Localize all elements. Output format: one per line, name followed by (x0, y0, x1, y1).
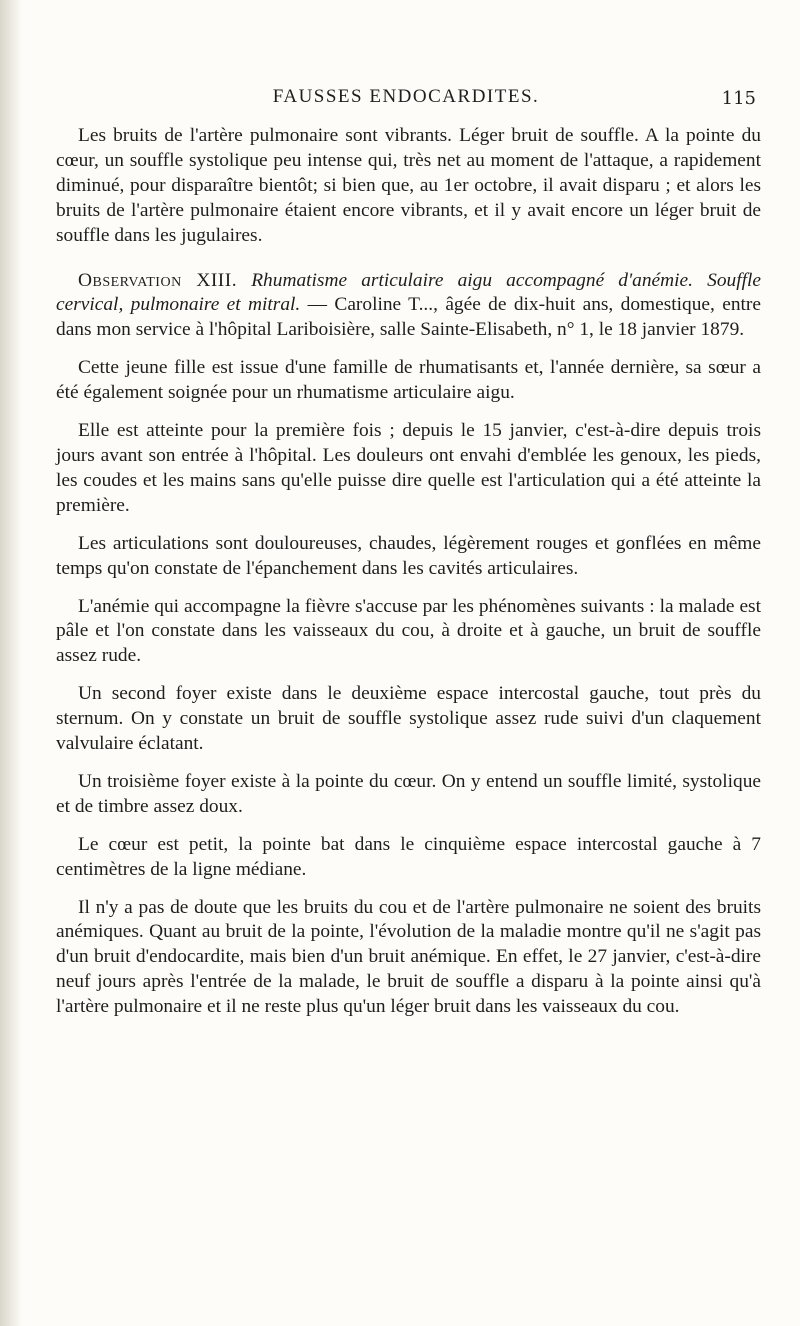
observation-heading-paragraph (56, 269, 761, 344)
paragraph: L'anémie qui accompagne la fièvre s'accuse par les phénomènes suivants : la malade est pâle et l'on constate dans les vaisseaux du cou, à droite et à gauche, un bruit de souffle assez rude. (56, 595, 761, 667)
paragraph: Il n'y a pas de doute que les bruits du cou et de l'artère pulmonaire ne soient des bruits anémiques. Quant au bruit de la pointe, l'évolution de la maladie montre qu'il ne s'agit pas d'un bruit d'endocardite, mais bien d'un bruit anémique. En effet, le 27 janvier, c'est-à-dire neuf jours après l'entrée de la malade, le bruit de souffle a disparu à la pointe ainsi qu'à l'artère pulmonaire et il ne reste plus qu'un léger bruit dans les vaisseaux du cou. (56, 896, 761, 1018)
paragraph: Le cœur est petit, la pointe bat dans le cinquième espace intercostal gauche à 7 centimètres de la ligne médiane. (56, 833, 761, 880)
paragraph: Un second foyer existe dans le deuxième espace intercostal gauche, tout près du sternum. On y constate un bruit de souffle systolique assez rude suivi d'un claquement valvulaire éclatant. (56, 683, 761, 755)
paragraph: Cette jeune fille est issue d'une famille de rhumatisants et, l'année dernière, sa sœur a été également soignée pour un rhumatisme articulaire aigu. (56, 357, 761, 404)
page-binding-shadow (0, 0, 22, 1326)
running-title: FAUSSES ENDOCARDITES. (272, 86, 540, 107)
paragraph: Elle est atteinte pour la première fois ; depuis le 15 janvier, c'est-à-dire depuis trois jours avant son entrée à l'hôpital. Les douleurs ont envahi d'emblée les genoux, les pieds, les coudes et les mains sans qu'elle puisse dire quelle est l'articulation qui a été atteinte la première. (56, 420, 761, 516)
page-number: 115 (721, 88, 756, 109)
paragraph: Un troisième foyer existe à la pointe du cœur. On y entend un souffle limité, systolique et de timbre assez doux. (56, 770, 761, 817)
paragraph: Les articulations sont douloureuses, chaudes, légèrement rouges et gonflées en même temps qu'on constate de l'épanchement dans les cavités articulaires. (56, 532, 761, 579)
observation-label: Observation XIII. (78, 269, 238, 291)
page-body (56, 124, 761, 1033)
observation-intro: — Caroline T..., âgée de dix-huit ans, domestique, entre dans mon service à l'hôpital Lariboisière, salle Sainte-Elisabeth, n° 1, le 18 janvier 1879. (56, 294, 761, 341)
paragraph: Les bruits de l'artère pulmonaire sont vibrants. Léger bruit de souffle. A la pointe du cœur, un souffle systolique peu intense qui, très net au moment de l'attaque, a rapidement diminué, pour disparaître bientôt; si bien que, au 1er octobre, il avait disparu ; et alors les bruits de l'artère pulmonaire étaient encore vibrants, et il y avait encore un léger bruit de souffle dans les jugulaires. (56, 125, 761, 246)
observation-title: Rhumatisme articulaire aigu accompagné d'anémie. Souffle cervical, pulmonaire et mitral. (56, 269, 761, 316)
page-header (56, 86, 756, 112)
